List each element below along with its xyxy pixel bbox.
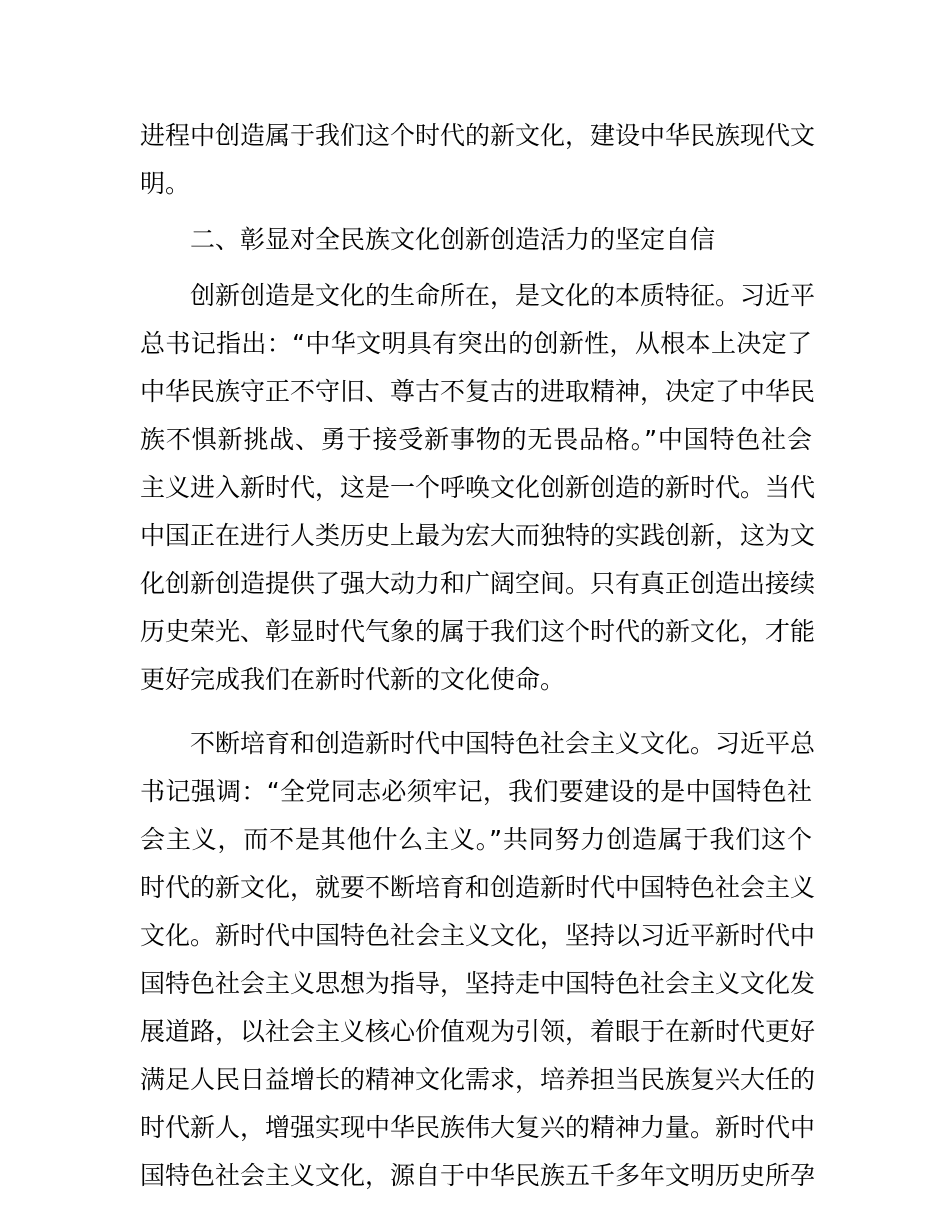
text-line: 进程中创造属于我们这个时代的新文化，建设中华民族现代文 bbox=[140, 121, 816, 150]
text-line: 会主义，而不是其他什么主义。”共同努力创造属于我们这个 bbox=[140, 825, 812, 854]
continuation-paragraph bbox=[140, 112, 816, 208]
text-line: 国特色社会主义思想为指导，坚持走中国特色社会主义文化发 bbox=[140, 969, 816, 998]
text-line: 文化。新时代中国特色社会主义文化，坚持以习近平新时代中 bbox=[140, 921, 816, 950]
text-line: 国特色社会主义文化，源自于中华民族五千多年文明历史所孕 bbox=[140, 1161, 816, 1190]
text-line: 主义进入新时代，这是一个呼唤文化创新创造的新时代。当代 bbox=[140, 473, 816, 502]
text-line: 更好完成我们在新时代新的文化使命。 bbox=[140, 665, 566, 694]
text-line: 时代的新文化，就要不断培育和创造新时代中国特色社会主义 bbox=[140, 873, 816, 902]
paragraph-culture bbox=[140, 720, 816, 1200]
text-line: 书记强调：“全党同志必须牢记，我们要建设的是中国特色社 bbox=[140, 777, 812, 806]
text-line: 化创新创造提供了强大动力和广阔空间。只有真正创造出接续 bbox=[140, 569, 816, 598]
text-line: 中国正在进行人类历史上最为宏大而独特的实践创新，这为文 bbox=[140, 521, 816, 550]
text-line: 展道路，以社会主义核心价值观为引领，着眼于在新时代更好 bbox=[140, 1017, 816, 1046]
text-line: 时代新人，增强实现中华民族伟大复兴的精神力量。新时代中 bbox=[140, 1113, 816, 1142]
text-line: 总书记指出：“中华文明具有突出的创新性，从根本上决定了 bbox=[140, 329, 812, 358]
text-line: 族不惧新挑战、勇于接受新事物的无畏品格。”中国特色社会 bbox=[140, 425, 812, 454]
heading-text: 二、彰显对全民族文化创新创造活力的坚定自信 bbox=[190, 225, 716, 254]
section-heading bbox=[140, 216, 812, 264]
text-line: 满足人民日益增长的精神文化需求，培养担当民族复兴大任的 bbox=[140, 1065, 816, 1094]
text-line: 明。 bbox=[140, 169, 191, 198]
text-line: 创新创造是文化的生命所在，是文化的本质特征。习近平 bbox=[190, 281, 816, 310]
text-line: 历史荣光、彰显时代气象的属于我们这个时代的新文化，才能 bbox=[140, 617, 816, 646]
text-line: 中华民族守正不守旧、尊古不复古的进取精神，决定了中华民 bbox=[140, 377, 816, 406]
document-body bbox=[140, 112, 816, 1200]
paragraph-innovation bbox=[140, 272, 816, 704]
text-line: 不断培育和创造新时代中国特色社会主义文化。习近平总 bbox=[190, 729, 816, 758]
